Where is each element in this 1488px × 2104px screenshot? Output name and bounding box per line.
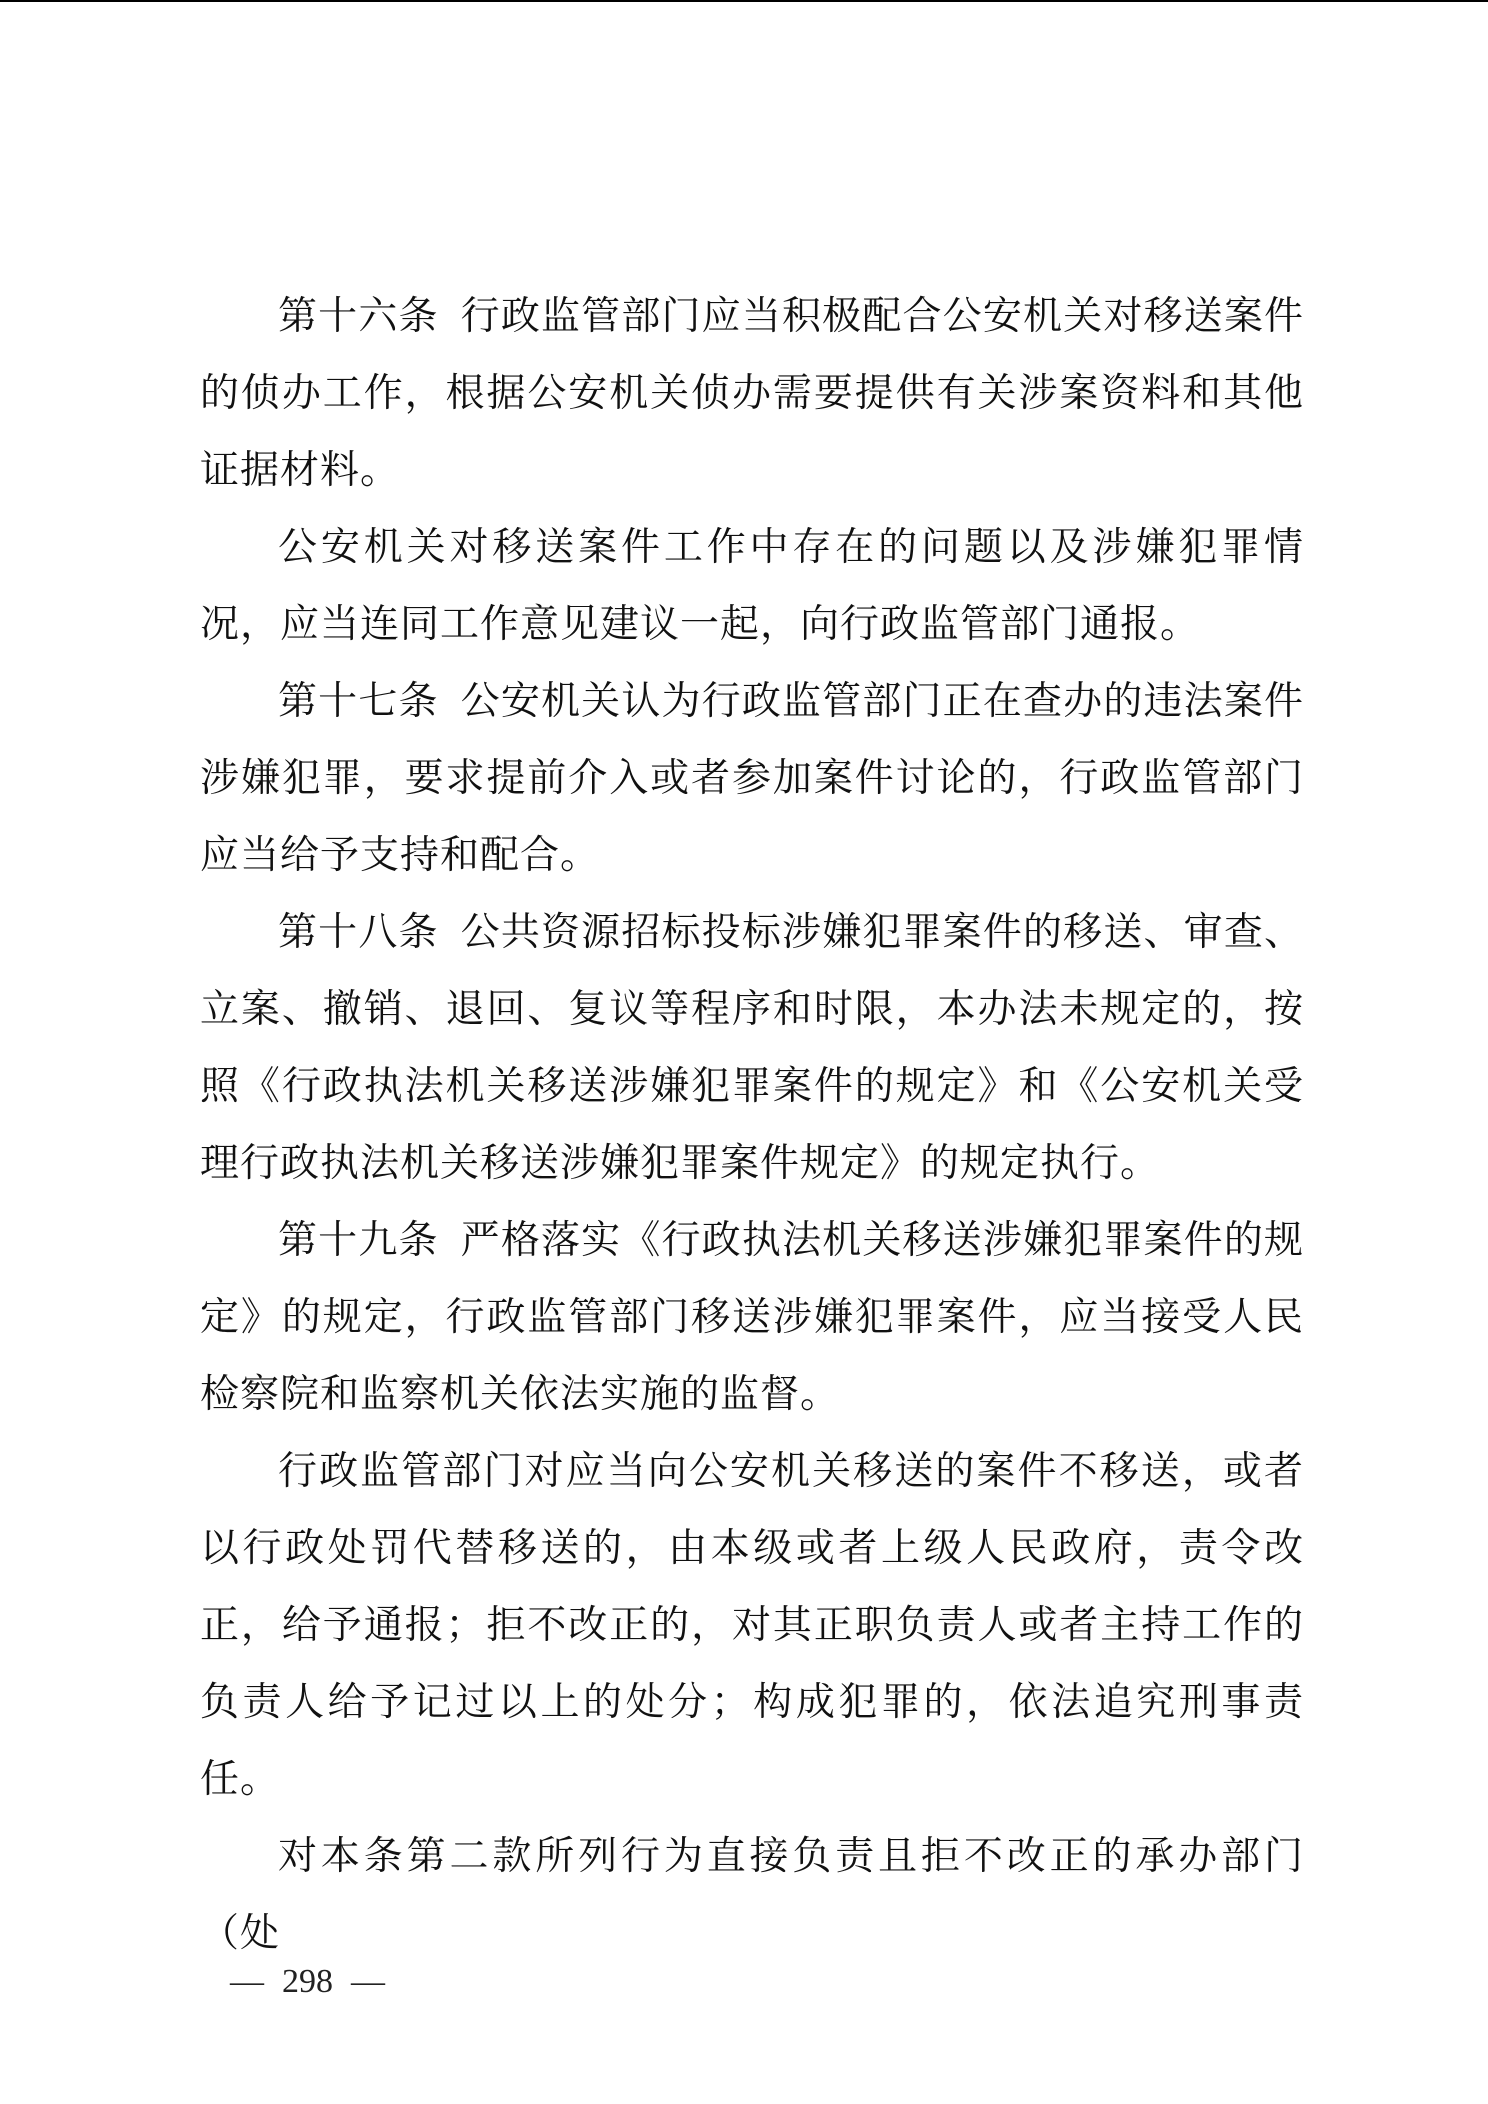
- page-number: [230, 1960, 385, 2004]
- paragraph-article-16-clause-2: [200, 509, 1304, 663]
- paragraph-article-19-clause-3: [200, 1818, 1304, 1972]
- article-label: 第十六条: [278, 294, 439, 339]
- paragraph-text: 严格落实《行政执法机关移送涉嫌犯罪案件的规定》的规定，行政监管部门移送涉嫌犯罪案件，应当接受人民检察院和监察机关依法实施的监督。: [200, 1218, 1304, 1417]
- paragraph-text: 行政监管部门对应当向公安机关移送的案件不移送，或者以行政处罚代替移送的，由本级或者上级人民政府，责令改正，给予通报；拒不改正的，对其正职负责人或者主持工作的负责人给予记过以上的处分；构成犯罪的，依法追究刑事责任。: [200, 1449, 1304, 1802]
- page-top-border: [0, 0, 1488, 2]
- article-label: 第十七条: [278, 679, 439, 724]
- page-number-value: 298: [282, 1963, 333, 2000]
- article-label: 第十八条: [278, 910, 439, 955]
- paragraph-text: 对本条第二款所列行为直接负责且拒不改正的承办部门（处: [200, 1834, 1304, 1956]
- paragraph-text: 行政监管部门应当积极配合公安机关对移送案件的侦办工作，根据公安机关侦办需要提供有关涉案资料和其他证据材料。: [200, 294, 1304, 493]
- paragraph-article-18: [200, 894, 1304, 1202]
- paragraph-text: 公安机关对移送案件工作中存在的问题以及涉嫌犯罪情况，应当连同工作意见建议一起，向行政监管部门通报。: [200, 525, 1304, 647]
- document-body: [200, 278, 1304, 1972]
- paragraph-text: 公安机关认为行政监管部门正在查办的违法案件涉嫌犯罪，要求提前介入或者参加案件讨论的，行政监管部门应当给予支持和配合。: [200, 679, 1304, 878]
- paragraph-article-16: [200, 278, 1304, 509]
- article-label: 第十九条: [278, 1218, 439, 1263]
- page-number-dash-left: —: [230, 1963, 264, 2000]
- paragraph-article-19-clause-2: [200, 1433, 1304, 1818]
- paragraph-article-19: [200, 1202, 1304, 1433]
- paragraph-text: 公共资源招标投标涉嫌犯罪案件的移送、审查、立案、撤销、退回、复议等程序和时限，本办法未规定的，按照《行政执法机关移送涉嫌犯罪案件的规定》和《公安机关受理行政执法机关移送涉嫌犯罪案件规定》的规定执行。: [200, 910, 1304, 1186]
- page-number-dash-right: —: [351, 1963, 385, 2000]
- paragraph-article-17: [200, 663, 1304, 894]
